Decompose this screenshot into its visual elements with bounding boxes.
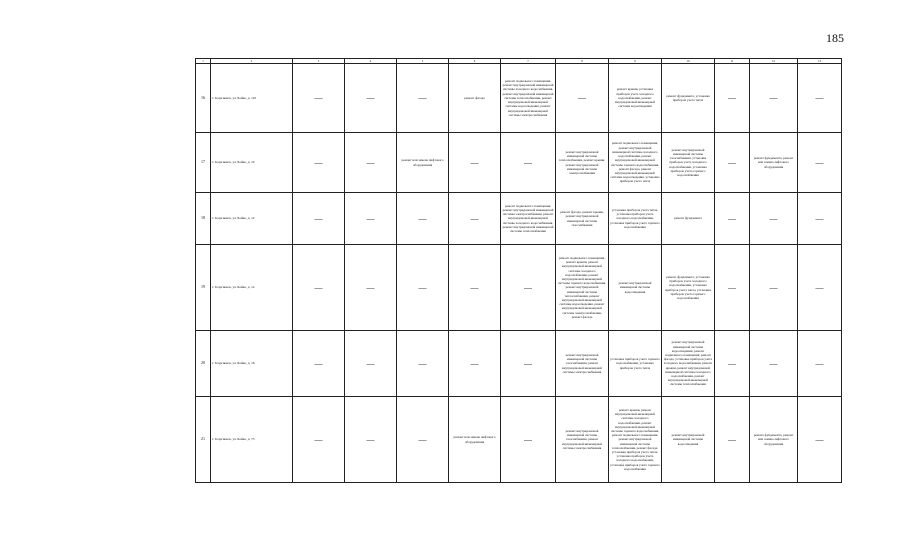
work-cell: — — [501, 133, 556, 193]
work-cell: — — [345, 397, 397, 483]
column-number: 11 — [715, 59, 750, 64]
column-number: 5 — [397, 59, 449, 64]
work-cell: — — [345, 133, 397, 193]
work-cell: — — [715, 245, 750, 331]
work-cell: — — [798, 397, 842, 483]
work-cell: ремонт или замена лифтового оборудования — [397, 133, 449, 193]
work-cell: — — [715, 64, 750, 133]
work-cell: — — [345, 245, 397, 331]
work-cell: ремонт подвального помещения, ремонт внутридомовой инженерной системы электроснабжения, ремонт внутридомовой инженерной системы холодного водоснабжения, ремонт внутридомовой инженерной системы теплоснабжения — [501, 193, 556, 245]
work-cell: — — [556, 64, 609, 133]
table-row — [196, 64, 842, 133]
column-number: 4 — [345, 59, 397, 64]
work-cell: — — [798, 331, 842, 397]
work-cell: — — [397, 397, 449, 483]
work-cell: ремонт внутридомовой инженерной системы водоотведения, ремонт подвального помещения, ремонт фасада, установка приборов учета холодного водоснабжения, ремонт крыши, ремонт внутридомовой инженерной системы холодного водоснабжения, ремонт внутридомовой инженерной системы теплоснабжения — [662, 331, 715, 397]
work-cell: — — [750, 245, 798, 331]
work-cell: — — [501, 245, 556, 331]
work-cell: — — [397, 245, 449, 331]
address-cell: г. Георгиевск, ул. Бойко, д. 16 — [211, 331, 293, 397]
work-cell: — — [293, 64, 345, 133]
work-cell: ремонт фундамента, установка приборов учета тепла — [662, 64, 715, 133]
address-cell: г. Георгиевск, ул. Бойко, д. 110 — [211, 64, 293, 133]
work-cell: — — [750, 331, 798, 397]
work-cell: — — [345, 64, 397, 133]
work-cell: ремонт подвального помещения, ремонт внутридомовой инженерной системы холодного водоснабжения, ремонт внутридомовой инженерной системы горячего водоснабжения, ремонт фасада, ремонт внутридомовой инженерной системы водоотведения, установка приборов учета тепла — [609, 133, 662, 193]
row-number: 20 — [196, 331, 211, 397]
work-cell: — — [397, 193, 449, 245]
work-cell: установка приборов учета горячего водоснабжения, установка приборов учета тепла — [609, 331, 662, 397]
work-cell: ремонт внутридомовой инженерной системы водоотведения — [662, 397, 715, 483]
work-cell: — — [293, 245, 345, 331]
work-cell: ремонт подвального помещения, ремонт крыши, ремонт внутридомовой инженерной системы холодного водоснабжения, ремонт внутридомовой инженерной системы горячего водоснабжения, ремонт внутридомовой инженерной системы теплоснабжения, ремонт внутридомовой инженерной системы водоотведения, ремонт внутридомовой инженерной системы электроснабжения, ремонт фасада — [556, 245, 609, 331]
work-cell: — — [345, 193, 397, 245]
work-cell: — — [293, 331, 345, 397]
work-cell: ремонт внутридомовой инженерной системы газоснабжения, установка приборов учета холодного водоснабжения, установка приборов учета горячего водоснабжения — [662, 133, 715, 193]
work-cell: ремонт внутридомовой инженерной системы водоотведения — [609, 245, 662, 331]
column-number: 8 — [556, 59, 609, 64]
row-number: 21 — [196, 397, 211, 483]
work-cell: ремонт фасада — [449, 64, 501, 133]
column-number: 6 — [449, 59, 501, 64]
address-cell: г. Георгиевск, ул. Бойко, д. 10 — [211, 133, 293, 193]
work-cell: ремонт фасада, ремонт крыши, ремонт внутридомовой инженерной системы газоснабжения — [556, 193, 609, 245]
work-cell: — — [449, 331, 501, 397]
page-number: 185 — [826, 31, 844, 45]
column-number: 10 — [662, 59, 715, 64]
column-number: 13 — [798, 59, 842, 64]
work-cell: — — [397, 331, 449, 397]
work-cell: ремонт фундамента, ремонт или замена лифтового оборудования — [750, 133, 798, 193]
work-cell: — — [293, 193, 345, 245]
row-number: 17 — [196, 133, 211, 193]
address-cell: г. Георгиевск, ул. Бойко, д. 73 — [211, 397, 293, 483]
work-cell: — — [397, 64, 449, 133]
work-cell: — — [293, 133, 345, 193]
column-number: 9 — [609, 59, 662, 64]
row-number: 16 — [196, 64, 211, 133]
work-cell: — — [798, 245, 842, 331]
row-number: 18 — [196, 193, 211, 245]
work-cell: — — [798, 193, 842, 245]
work-cell: ремонт фундамента — [662, 193, 715, 245]
work-cell: — — [345, 331, 397, 397]
work-cell: ремонт фундамента, ремонт или замена лифтового оборудования — [750, 397, 798, 483]
row-number: 19 — [196, 245, 211, 331]
work-cell: ремонт внутридомовой инженерной системы газоснабжения, ремонт внутридомовой инженерной системы электроснабжения — [556, 397, 609, 483]
table-row — [196, 331, 842, 397]
column-number: 3 — [293, 59, 345, 64]
table-row — [196, 193, 842, 245]
work-cell: ремонт внутридомовой инженерной системы газоснабжения, ремонт внутридомовой инженерной системы электроснабжения — [556, 331, 609, 397]
column-number: 2 — [211, 59, 293, 64]
work-cell: — — [293, 397, 345, 483]
work-cell: — — [715, 397, 750, 483]
work-cell: — — [715, 331, 750, 397]
work-cell: — — [449, 245, 501, 331]
column-number: 7 — [501, 59, 556, 64]
work-cell: ремонт внутридомовой инженерной системы теплоснабжения, ремонт крыши, ремонт внутридомовой инженерной системы электроснабжения — [556, 133, 609, 193]
work-cell: — — [501, 397, 556, 483]
work-cell: ремонт или замена лифтового оборудования — [449, 397, 501, 483]
table-row — [196, 133, 842, 193]
work-cell: ремонт крыши, ремонт внутридомовой инженерной системы холодного водоснабжения, ремонт внутридомовой инженерной системы горячего водоснабжения, ремонт подвального помещения, ремонт внутридомовой инженерной системы теплоснабжения, ремонт фасада, установка приборов учета тепла, установка приборов учета холодного водоснабжения, установка приборов учета горячего водоснабжения — [609, 397, 662, 483]
column-number: 12 — [750, 59, 798, 64]
work-cell: — — [798, 133, 842, 193]
work-cell: — — [449, 193, 501, 245]
table-row — [196, 245, 842, 331]
work-cell: — — [750, 64, 798, 133]
work-cell: ремонт подвального помещения, ремонт внутридомовой инженерной системы холодного водоснабжения, ремонт внутридомовой инженерной системы теплоснабжения, ремонт внутридомовой инженерной системы водоотведения, ремонт внутридомовой инженерной системы электроснабжения — [501, 64, 556, 133]
work-cell: — — [501, 331, 556, 397]
work-cell: — — [449, 133, 501, 193]
address-cell: г. Георгиевск, ул. Бойко, д. 14 — [211, 245, 293, 331]
column-number: 1 — [196, 59, 211, 64]
work-cell: — — [750, 193, 798, 245]
work-cell: установка приборов учета тепла, установка приборов учета холодного водоснабжения, установка приборов учета горячего водоснабжения — [609, 193, 662, 245]
address-cell: г. Георгиевск, ул. Бойко, д. 12 — [211, 193, 293, 245]
work-cell: — — [715, 193, 750, 245]
work-cell: ремонт фундамента, установка приборов учета холодного водоснабжения, установка приборов учета тепла, установка приборов учета горячего водоснабжения — [662, 245, 715, 331]
work-cell: ремонт крыши, установка приборов учета холодного водоснабжения, ремонт внутридомовой инженерной системы водоотведения — [609, 64, 662, 133]
work-cell: — — [715, 133, 750, 193]
repair-schedule-table — [195, 58, 842, 483]
table-row — [196, 397, 842, 483]
work-cell: — — [798, 64, 842, 133]
